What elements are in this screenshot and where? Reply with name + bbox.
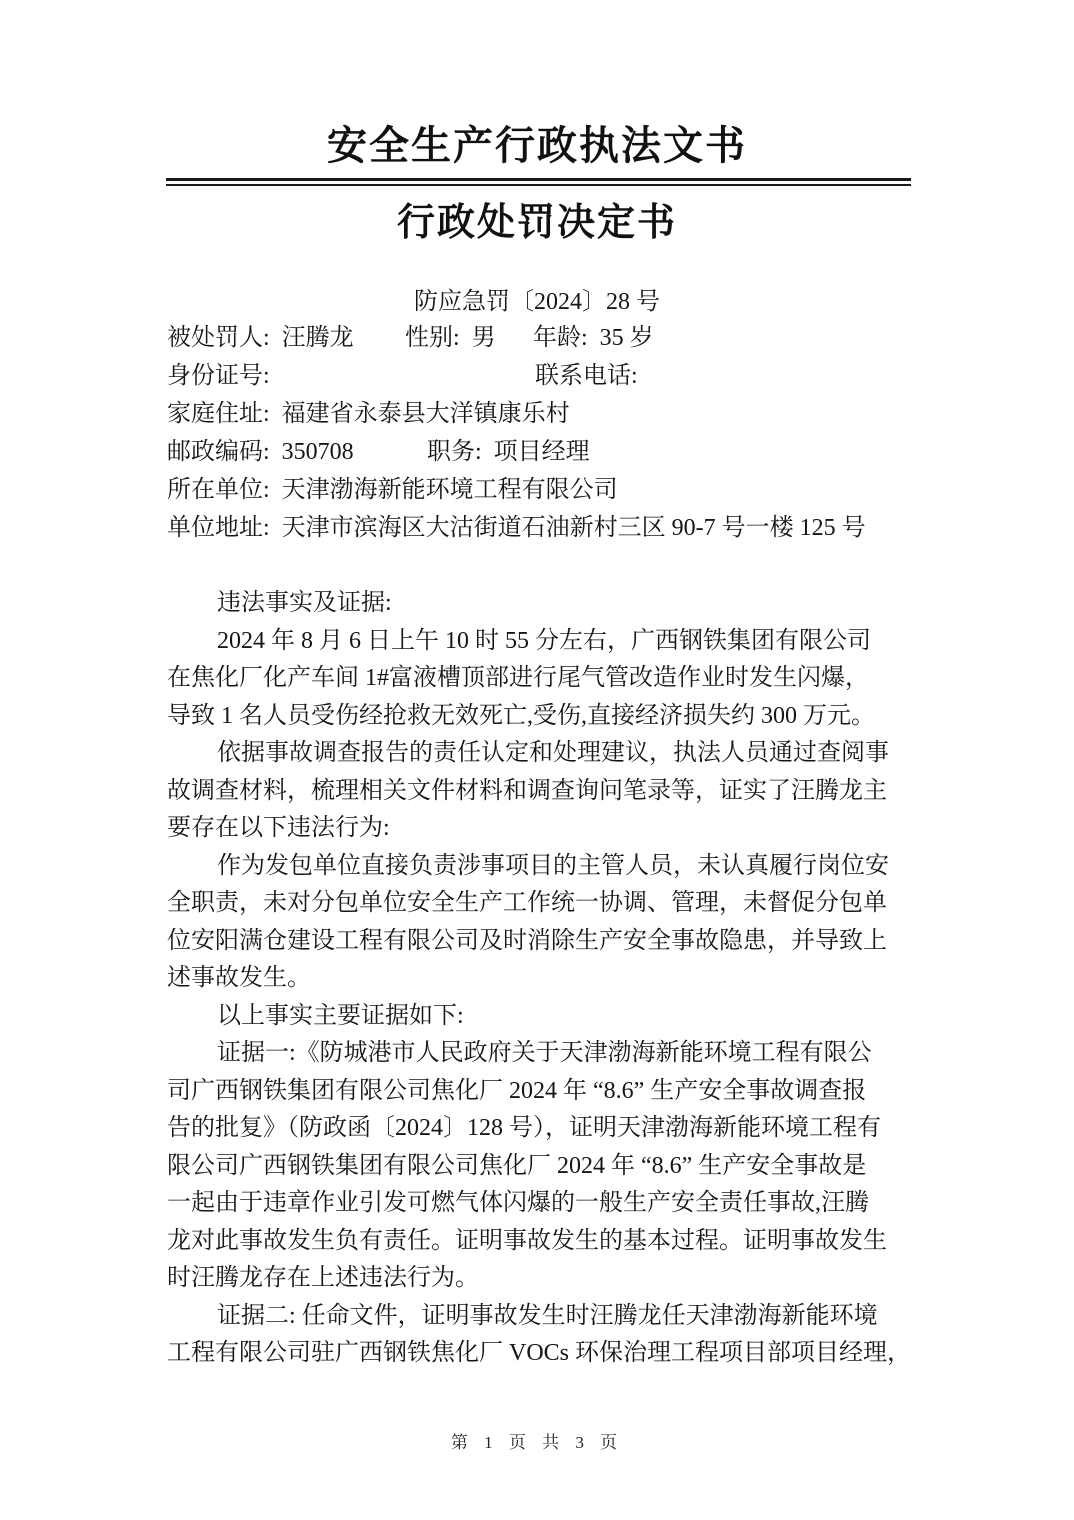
info-row	[167, 319, 911, 357]
info-field-value: 35 岁	[599, 325, 654, 351]
info-field-value: 福建省永泰县大洋镇康乐村	[281, 401, 570, 427]
info-field-value: 项目经理	[493, 439, 590, 465]
body-line: 依据事故调查报告的责任认定和处理建议，执法人员通过查阅事	[217, 740, 889, 766]
info-row	[167, 433, 911, 471]
info-field-label: 单位地址:	[167, 515, 270, 541]
body-line: 证据二: 任命文件，证明事故发生时汪腾龙任天津渤海新能环境	[217, 1302, 878, 1329]
document-title: 行政处罚决定书	[396, 202, 677, 244]
body-line: 以上事实主要证据如下:	[217, 1002, 464, 1029]
info-field-label: 家庭住址:	[167, 401, 270, 427]
info-field-label: 所在单位:	[167, 477, 270, 503]
body-line: 在焦化厂化产车间 1#富液槽顶部进行尾气管改造作业时发生闪爆，	[167, 665, 869, 691]
info-field	[167, 357, 270, 395]
body-line: 位安阳满仓建设工程有限公司及时消除生产安全事故隐患，并导致上	[167, 927, 887, 954]
document-number: 防应急罚〔2024〕28 号	[414, 289, 660, 315]
info-field	[405, 319, 496, 357]
info-field-value: 男	[471, 325, 496, 351]
body-line: 故调查材料，梳理相关文件材料和调查询问笔录等，证实了汪腾龙主	[167, 777, 887, 804]
info-row	[167, 357, 911, 395]
info-field	[535, 357, 638, 395]
info-field	[167, 509, 866, 547]
info-field	[167, 433, 354, 471]
info-row	[167, 471, 911, 509]
info-field	[427, 433, 590, 471]
body-line: 工程有限公司驻广西钢铁焦化厂 VOCs 环保治理工程项目部项目经理，	[167, 1340, 912, 1366]
info-field-label: 职务:	[427, 439, 482, 465]
document-body	[167, 585, 911, 1373]
info-field	[533, 319, 654, 357]
title-divider-rule	[166, 178, 911, 186]
body-line: 告的批复》（防政函〔2024〕128 号），证明天津渤海新能环境工程有	[167, 1115, 881, 1141]
body-line: 作为发包单位直接负责涉事项目的主管人员，未认真履行岗位安	[217, 852, 889, 879]
info-field-value: 天津渤海新能环境工程有限公司	[281, 477, 618, 503]
body-line: 导致 1 名人员受伤经抢救无效死亡,受伤,直接经济损失约 300 万元。	[167, 702, 875, 729]
info-field-label: 年龄:	[533, 325, 588, 351]
info-field	[167, 395, 570, 433]
body-line: 要存在以下违法行为:	[167, 815, 390, 841]
body-line: 证据一:《防城港市人民政府关于天津渤海新能环境工程有限公	[217, 1040, 872, 1066]
body-line: 述事故发生。	[167, 965, 311, 991]
page-number-footer: 第 1 页 共 3 页	[450, 1433, 624, 1452]
body-line: 限公司广西钢铁集团有限公司焦化厂 2024 年 “8.6” 生产安全事故是	[167, 1152, 867, 1179]
body-line: 司广西钢铁集团有限公司焦化厂 2024 年 “8.6” 生产安全事故调查报	[167, 1077, 867, 1104]
body-line: 时汪腾龙存在上述违法行为。	[167, 1265, 479, 1291]
info-row	[167, 395, 911, 433]
info-field-value: 天津市滨海区大沽街道石油新村三区 90-7 号一楼 125 号	[281, 515, 866, 541]
info-field	[167, 471, 618, 509]
document-series-title: 安全生产行政执法文书	[327, 123, 747, 168]
info-field-label: 邮政编码:	[167, 439, 270, 465]
info-row	[167, 509, 911, 547]
info-field-label: 被处罚人:	[167, 325, 270, 351]
info-field	[167, 319, 354, 357]
body-line: 2024 年 8 月 6 日上午 10 时 55 分左右，广西钢铁集团有限公司	[217, 627, 871, 654]
subject-info-block	[167, 319, 911, 547]
info-field-label: 身份证号:	[167, 363, 270, 389]
info-field-label: 性别:	[405, 325, 460, 351]
info-field-value: 汪腾龙	[281, 325, 354, 351]
info-field-label: 联系电话:	[535, 363, 638, 389]
body-line: 一起由于违章作业引发可燃气体闪爆的一般生产安全责任事故,汪腾	[167, 1190, 869, 1216]
body-line: 违法事实及证据:	[217, 590, 392, 616]
body-line: 龙对此事故发生负有责任。证明事故发生的基本过程。证明事故发生	[167, 1227, 887, 1254]
body-line: 全职责，未对分包单位安全生产工作统一协调、管理，未督促分包单	[167, 890, 887, 916]
info-field-value: 350708	[281, 439, 354, 465]
